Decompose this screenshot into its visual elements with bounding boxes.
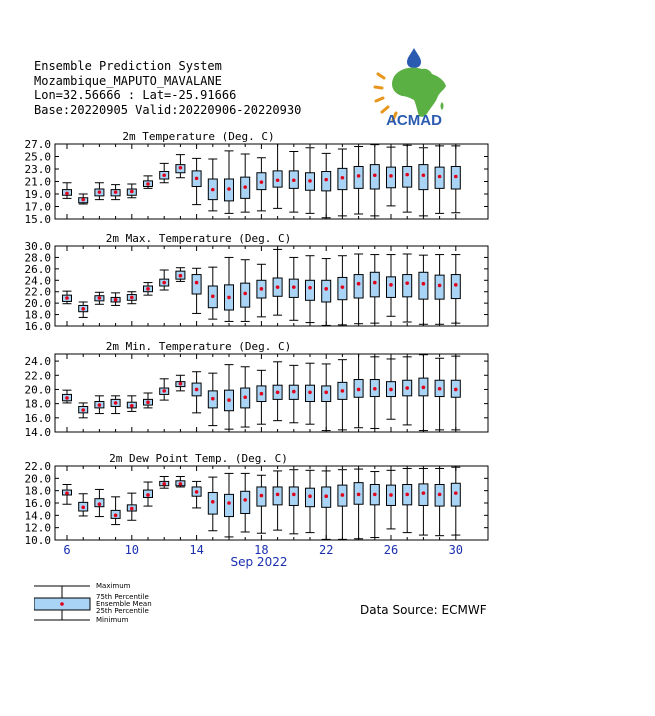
- header-station-name: Mozambique_MAPUTO_MAVALANE: [34, 73, 222, 88]
- mean-dot: [227, 398, 231, 402]
- mean-dot: [389, 283, 393, 287]
- box-iqr: [419, 165, 428, 190]
- mean-dot: [454, 283, 458, 287]
- mean-dot: [357, 282, 361, 286]
- y-tick-label: 30.0: [24, 240, 51, 253]
- mean-dot: [98, 190, 102, 194]
- x-tick-label: 6: [63, 543, 71, 557]
- mean-dot: [162, 173, 166, 177]
- mean-dot: [211, 397, 215, 401]
- mean-dot: [438, 493, 442, 497]
- x-tick-label: 18: [254, 543, 269, 557]
- box-iqr: [387, 277, 396, 298]
- mean-dot: [405, 493, 409, 497]
- mean-dot: [324, 287, 328, 291]
- box-iqr: [354, 275, 363, 298]
- legend-maximum: Maximum: [96, 582, 131, 590]
- mean-dot: [211, 188, 215, 192]
- mean-dot: [373, 493, 377, 497]
- mean-dot: [341, 493, 345, 497]
- y-tick-label: 18.0: [24, 484, 51, 498]
- mean-dot: [243, 498, 247, 502]
- mean-dot: [81, 307, 85, 311]
- mean-dot: [243, 292, 247, 296]
- box-iqr: [241, 491, 250, 513]
- box-iqr: [322, 280, 331, 302]
- mean-dot: [389, 493, 393, 497]
- mean-dot: [146, 493, 150, 497]
- box-iqr: [289, 487, 298, 506]
- mean-dot: [179, 482, 183, 486]
- mean-dot: [341, 176, 345, 180]
- y-tick-label: 24.0: [24, 355, 51, 369]
- mean-dot: [308, 286, 312, 290]
- mean-dot: [324, 390, 328, 394]
- y-tick-label: 16.0: [24, 411, 51, 425]
- logo-text: ACMAD: [386, 112, 442, 128]
- panel-title-1: 2m Max. Temperature (Deg. C): [105, 232, 292, 245]
- x-tick-label: 30: [448, 543, 464, 557]
- mean-dot: [405, 281, 409, 285]
- mean-dot: [227, 501, 231, 505]
- mean-dot: [243, 395, 247, 399]
- mean-dot: [162, 482, 166, 486]
- mean-dot: [260, 180, 264, 184]
- mean-dot: [308, 179, 312, 183]
- y-tick-label: 15.0: [24, 213, 51, 226]
- mean-dot: [195, 281, 199, 285]
- data-source-label: Data Source: ECMWF: [360, 603, 487, 617]
- y-tick-label: 20.0: [24, 383, 51, 397]
- mean-dot: [292, 390, 296, 394]
- mean-dot: [438, 387, 442, 391]
- y-tick-label: 19.0: [24, 188, 51, 201]
- mean-dot: [130, 296, 134, 300]
- y-tick-label: 22.0: [24, 285, 51, 299]
- mean-dot: [98, 502, 102, 506]
- panel-title-0: 2m Temperature (Deg. C): [122, 130, 275, 143]
- box-iqr: [419, 272, 428, 299]
- mean-dot: [405, 386, 409, 390]
- mean-dot: [454, 175, 458, 179]
- mean-dot: [130, 404, 134, 408]
- box-iqr: [403, 167, 412, 188]
- panel-title-2: 2m Min. Temperature (Deg. C): [105, 340, 292, 353]
- mean-dot: [81, 506, 85, 510]
- y-tick-label: 16.0: [24, 497, 51, 510]
- y-tick-label: 10.0: [24, 534, 51, 547]
- legend-25th-percentile: 25th Percentile: [96, 607, 149, 615]
- mean-dot: [65, 396, 69, 400]
- mean-dot: [373, 173, 377, 177]
- mean-dot: [195, 490, 199, 494]
- mean-dot: [179, 166, 183, 170]
- mean-dot: [146, 182, 150, 186]
- mean-dot: [65, 491, 69, 495]
- y-tick-label: 22.0: [24, 369, 51, 383]
- legend-75th-percentile: 75th Percentile: [96, 593, 149, 601]
- mean-dot: [422, 282, 426, 286]
- mean-dot: [357, 174, 361, 178]
- y-tick-label: 24.0: [24, 274, 51, 288]
- mean-dot: [65, 192, 69, 196]
- mean-dot: [422, 386, 426, 390]
- mean-dot: [260, 287, 264, 291]
- mean-dot: [65, 296, 69, 300]
- y-tick-label: 26.0: [24, 262, 51, 276]
- mean-dot: [146, 287, 150, 291]
- mean-dot: [195, 177, 199, 181]
- panel-title-3: 2m Dew Point Temp. (Deg. C): [109, 452, 288, 465]
- mean-dot: [422, 173, 426, 177]
- mean-dot: [438, 284, 442, 288]
- mean-dot: [324, 178, 328, 182]
- mean-dot: [260, 392, 264, 396]
- y-tick-label: 14.0: [24, 426, 51, 439]
- mean-dot: [130, 190, 134, 194]
- mean-dot: [211, 500, 215, 504]
- mean-dot: [438, 175, 442, 179]
- mean-dot: [179, 382, 183, 386]
- mean-dot: [373, 281, 377, 285]
- mean-dot: [341, 285, 345, 289]
- y-tick-label: 12.0: [24, 521, 51, 535]
- mean-dot: [98, 403, 102, 407]
- mean-dot: [114, 514, 118, 518]
- y-tick-label: 14.0: [24, 509, 51, 523]
- mean-dot: [81, 198, 85, 202]
- y-tick-label: 21.0: [24, 175, 51, 189]
- legend-minimum: Minimum: [96, 616, 129, 624]
- y-tick-label: 17.0: [24, 200, 51, 214]
- mean-dot: [276, 493, 280, 497]
- y-tick-label: 23.0: [24, 163, 51, 176]
- mean-dot: [373, 387, 377, 391]
- y-tick-label: 25.0: [24, 150, 51, 164]
- mean-dot: [211, 294, 215, 298]
- mean-dot: [276, 178, 280, 182]
- y-tick-label: 22.0: [24, 460, 51, 473]
- x-tick-label: 26: [383, 543, 399, 557]
- mean-dot: [324, 494, 328, 498]
- mean-dot: [357, 493, 361, 497]
- x-tick-label: 10: [124, 543, 140, 557]
- y-tick-label: 27.0: [24, 138, 51, 151]
- mean-dot: [422, 491, 426, 495]
- mean-dot: [114, 401, 118, 405]
- y-tick-label: 16.0: [24, 320, 51, 333]
- mean-dot: [195, 388, 199, 392]
- mean-dot: [146, 400, 150, 404]
- mean-dot: [114, 190, 118, 194]
- mean-dot: [308, 494, 312, 498]
- mean-dot: [292, 285, 296, 289]
- x-tick-label: 22: [318, 543, 334, 557]
- mean-dot: [276, 390, 280, 394]
- y-tick-label: 20.0: [24, 472, 51, 486]
- mean-dot: [276, 285, 280, 289]
- y-tick-label: 20.0: [24, 297, 51, 311]
- mean-dot: [162, 281, 166, 285]
- x-axis-month-label: Sep 2022: [230, 555, 288, 569]
- mean-dot: [179, 274, 183, 278]
- mean-dot: [98, 296, 102, 300]
- mean-dot: [162, 389, 166, 393]
- mean-dot: [243, 185, 247, 189]
- header-system-title: Ensemble Prediction System: [34, 59, 222, 73]
- y-tick-label: 28.0: [24, 251, 51, 265]
- mean-dot: [292, 493, 296, 497]
- mean-dot: [341, 389, 345, 393]
- legend-ensemble-mean: Ensemble Mean: [96, 600, 152, 608]
- y-tick-label: 18.0: [24, 397, 51, 411]
- mean-dot: [130, 507, 134, 511]
- mean-dot: [81, 408, 85, 412]
- x-tick-label: 14: [189, 543, 204, 557]
- header-base-valid-dates: Base:20220905 Valid:20220906-20220930: [34, 102, 302, 117]
- mean-dot: [114, 298, 118, 302]
- mean-dot: [357, 388, 361, 392]
- box-iqr: [225, 494, 234, 516]
- mean-dot: [454, 388, 458, 392]
- box-iqr: [403, 275, 412, 297]
- mean-dot: [389, 174, 393, 178]
- chart-legend: [34, 582, 152, 626]
- mean-dot: [389, 388, 393, 392]
- mean-dot: [260, 494, 264, 498]
- mean-dot: [292, 178, 296, 182]
- mean-dot: [405, 173, 409, 177]
- y-tick-label: 18.0: [24, 308, 51, 322]
- mean-dot: [308, 390, 312, 394]
- box-iqr: [370, 272, 379, 297]
- mean-dot: [227, 296, 231, 300]
- header-coordinates: Lon=32.56666 : Lat=-25.91666: [34, 88, 237, 102]
- mean-dot: [227, 187, 231, 191]
- box-iqr: [306, 280, 315, 300]
- mean-dot: [454, 491, 458, 495]
